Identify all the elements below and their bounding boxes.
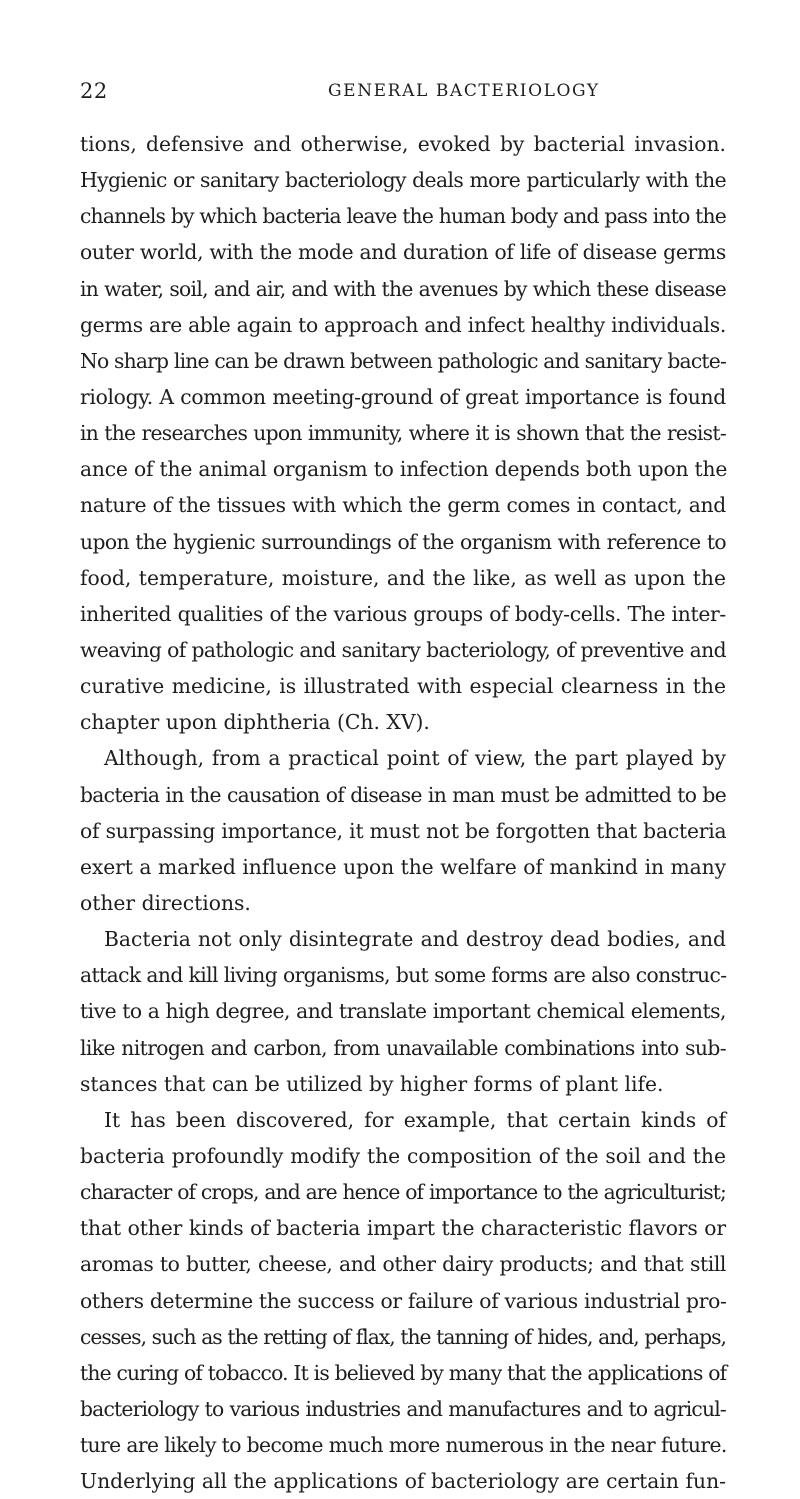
page-header [80, 76, 720, 106]
body-text [80, 126, 726, 1499]
text-line: upon the hygienic surroundings of the organism with reference to [80, 529, 726, 554]
text-line: cesses, such as the retting of flax, the tanning of hides, and, perhaps, [80, 1324, 726, 1349]
text-line: of surpassing importance, it must not be forgotten that bacteria [80, 818, 727, 843]
text-line: It has been discovered, for example, that certain kinds of [104, 1107, 726, 1132]
text-line: other directions. [80, 890, 251, 915]
paragraph [80, 740, 726, 921]
running-title: GENERAL BACTERIOLOGY [328, 81, 600, 101]
text-line: aromas to butter, cheese, and other dairy products; and that still [80, 1252, 726, 1277]
text-line: No sharp line can be drawn between pathologic and sanitary bacte- [80, 348, 726, 373]
paragraph-continuation [80, 126, 726, 740]
text-line: bacteriology to various industries and manufactures and to agricul- [80, 1396, 726, 1421]
text-line: in the researches upon immunity, where it is shown that the resist- [80, 421, 726, 446]
text-line: Although, from a practical point of view, the part played by [104, 746, 726, 771]
text-line: tive to a high degree, and translate important chemical elements, [80, 999, 726, 1024]
text-line: attack and kill living organisms, but some forms are also construc- [80, 963, 727, 988]
text-line: Bacteria not only disintegrate and destroy dead bodies, and [104, 927, 726, 952]
text-line: Underlying all the applications of bacteriology are certain fun- [80, 1469, 726, 1494]
text-line: inherited qualities of the various groups of body-cells. The inter- [80, 601, 726, 626]
text-line: like nitrogen and carbon, from unavailable combinations into sub- [80, 1035, 726, 1060]
text-line: exert a marked influence upon the welfare of mankind in many [80, 854, 726, 879]
text-line: in water, soil, and air, and with the avenues by which these disease [80, 276, 726, 301]
text-line: curative medicine, is illustrated with especial clearness in the [80, 674, 726, 699]
text-line: nature of the tissues with which the germ comes in contact, and [80, 493, 726, 518]
paragraph [80, 1102, 726, 1499]
text-line: ance of the animal organism to infection depends both upon the [80, 457, 728, 482]
text-line: weaving of pathologic and sanitary bacteriology, of preventive and [80, 637, 726, 662]
text-line: others determine the success or failure of various industrial pro- [80, 1288, 727, 1313]
text-line: tions, defensive and otherwise, evoked by bacterial invasion. [80, 132, 726, 156]
text-line: chapter upon diphtheria (Ch. XV). [80, 710, 430, 735]
text-line: character of crops, and are hence of importance to the agriculturist; [80, 1180, 726, 1205]
text-line: riology. A common meeting-ground of great importance is found [80, 384, 726, 409]
text-line: that other kinds of bacteria impart the characteristic flavors or [80, 1216, 726, 1241]
paragraph [80, 921, 726, 1102]
text-line: the curing of tobacco. It is believed by many that the applications of [80, 1360, 727, 1385]
page-number: 22 [80, 79, 108, 103]
text-line: food, temperature, moisture, and the like, as well as upon the [80, 565, 726, 590]
text-line: channels by which bacteria leave the human body and pass into the [80, 204, 726, 229]
text-line: germs are able again to approach and infect healthy individuals. [80, 312, 726, 337]
text-line: ture are likely to become much more numerous in the near future. [80, 1433, 727, 1458]
text-line: stances that can be utilized by higher forms of plant life. [80, 1071, 664, 1096]
text-line: bacteria profoundly modify the composition of the soil and the [80, 1143, 726, 1168]
text-line: bacteria in the causation of disease in man must be admitted to be [80, 782, 726, 807]
text-line: outer world, with the mode and duration of life of disease germs [80, 240, 726, 265]
text-line: Hygienic or sanitary bacteriology deals more particularly with the [80, 168, 726, 193]
